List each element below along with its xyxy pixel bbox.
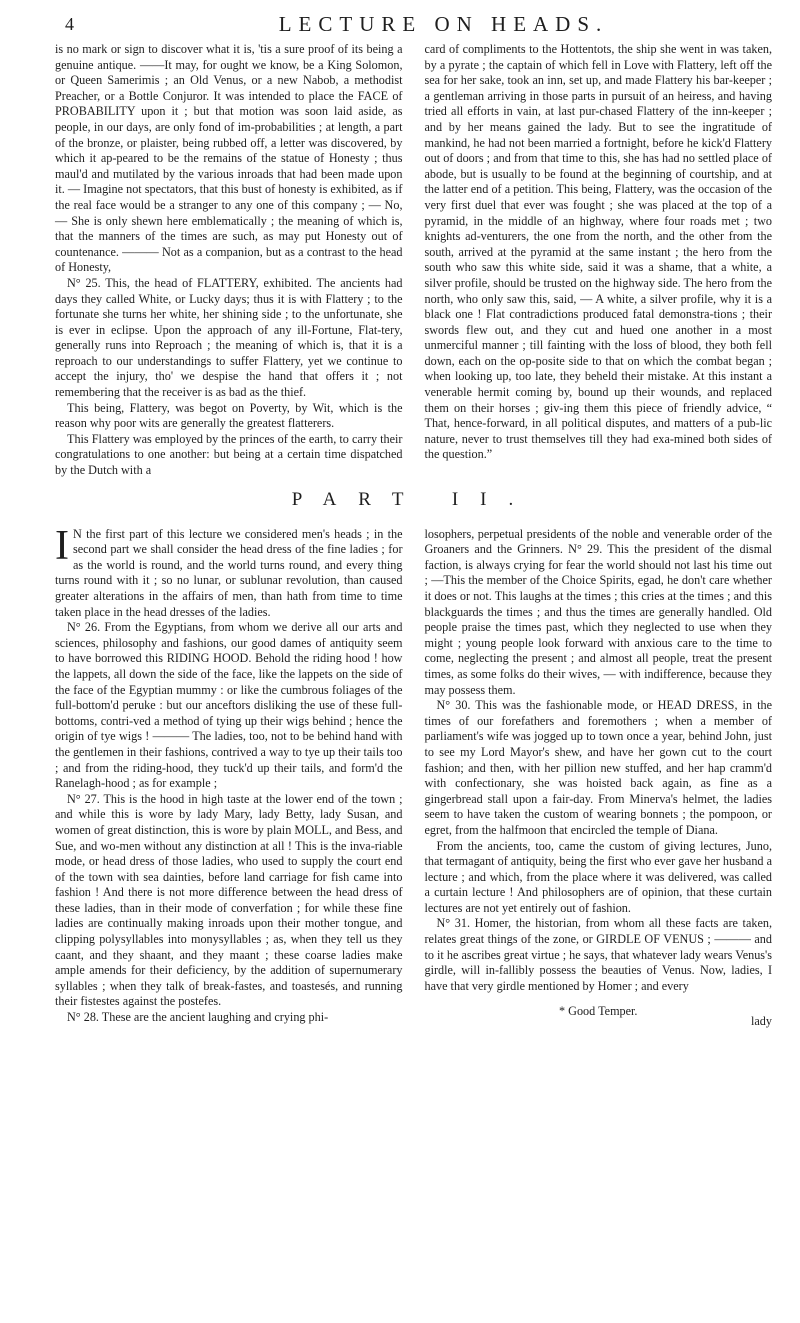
page-number: 4 bbox=[65, 14, 74, 34]
paragraph: N° 30. This was the fashionable mode, or HEAD DRESS, in the times of our forefathers and foremothers ; when a member of parliament's wife was jogged up to town once a year, behind John, just to see my Lord Mayor's shew, and have her gown cut to the court fashion; and then, with her pillion new stuffed, and her hap cramm'd with confectionary, she was hoisted back again, as fine as a gingerbread stall upon a fair-day. From Minerva's helmet, the ladies seem to have taken the custom of wearing bonnets ; the pompoon, or egret, from the halfmoon that encircled the temple of Diana. bbox=[424, 698, 772, 837]
opening-text: the first part of this lecture we considered men's heads ; in the second part we shall consider the head dress of the fine ladies ; for as the world is round, and the world turns round, and every thing turns round with it ; so no lunar, or sublunar revolution, than caused greater alterations in the affairs of men, than hath from time to time taken place in the head dresses of the ladies. bbox=[55, 526, 403, 619]
page-header bbox=[55, 12, 772, 42]
catchword: lady bbox=[751, 1014, 772, 1029]
top-right-column bbox=[425, 42, 773, 479]
paragraph: is no mark or sign to discover what it is, 'tis a sure proof of its being a genuine antique. ——It may, for ought we know, be a King Solomon, or Queen Samerimis ; an Old Venus, or a new Nabob, a methodist Preacher, or a Bottle Conjuror. It was intended to place the FACE of PROBABILITY upon it ; but that motion was soon laid aside, as people, in our days, are only fond of im-probabilities ; at length, a part of the bronze, or plaister, being rubbed off, a letter was discovered, by which it ap-peared to be the remains of the statue of Honesty ; thus maul'd and mutilated by the various inroads that had been made upon it. — Imagine not spectators, that this bust of honesty is exhibited, as if the real face would be a stranger to any one of this company ; — No, — She is only shewn here emblematically ; the meaning of which is, that the manners of the times are such, as may put Honesty out of countenance. ——— Not as a companion, but as a contrast to the head of Honesty, bbox=[55, 42, 403, 275]
paragraph: From the ancients, too, came the custom of giving lectures, Juno, that termagant of antiquity, being the first who ever gave her husband a lecture ; and which, from the place where it was delivered, was called a curtain lecture ! And philosophers are of opinion, that these curtain lectures are not yet entirely out of fashion. bbox=[424, 838, 772, 915]
drop-cap: I bbox=[55, 522, 69, 569]
paragraph: N° 25. This, the head of FLATTERY, exhibited. The ancients had days they called White, or Lucky days; thus it is with Flattery ; to the fortunate she turns her white, her shining side ; to the unfortunate, she is ever in eclipse. Upon the approach of any ill-Fortune, Flat-tery, generally runs into Reproach ; the meaning of which is, that it is a reproach to our understandings to suffer Flattery, yet we continue to accept the injury, tho' we despise the hand that offers it ; not remembering that the receiver is as bad as the thief. bbox=[55, 275, 403, 400]
paragraph: losophers, perpetual presidents of the noble and venerable order of the Groaners and the Grinners. N° 29. This the president of the dismal faction, is always crying for fear the world should not last his time out ; —This the member of the Choice Spirits, egad, he don't care whether it does or not. This laughs at the times ; this cries at the times ; and this blackguards the times ; and thus the times are generally handled. Old people praise the times past, which they neglected to use when they might ; young people look forward with anxious care to the time to come, neglecting the present ; and almost all people, treat the present times, as some folks do their wives, — with indifference, because they may possess them. bbox=[424, 526, 772, 697]
drop-cap-continuation: N bbox=[73, 526, 82, 541]
running-title: LECTURE ON HEADS. bbox=[278, 12, 609, 36]
paragraph: This Flattery was employed by the princes of the earth, to carry their congratulations to one another: but being at a certain time dispatched by the Dutch with a bbox=[55, 431, 403, 478]
footnote-block bbox=[425, 1004, 773, 1029]
part-heading: PART II. bbox=[291, 488, 536, 510]
top-left-column bbox=[55, 42, 403, 479]
part-left-column bbox=[55, 522, 403, 1026]
paragraph: This being, Flattery, was begot on Poverty, by Wit, which is the reason why poor wits are generally the greatest flatterers. bbox=[55, 400, 403, 431]
top-section bbox=[55, 42, 772, 479]
part-right-column bbox=[424, 526, 773, 1029]
part-two-section bbox=[55, 522, 772, 1029]
paragraph: N° 26. From the Egyptians, from whom we derive all our arts and sciences, philosophy and fashions, our good dames of antiquity seem to have borrowed this RIDING HOOD. Behold the riding hood ! how the lappets, all down the side of the face, like the lappets on the side of the face of the Egyptian mummy : or like the cumbrous foliages of the full-bottom'd peruke : but our anceftors disliking the use of these full-bottoms, contri-ved a method of tying up their wigs behind ; hence the origin of tye wigs ! ——— The ladies, too, not to be behind hand with the gentlemen in their fashions, contrived a way to tye up their tails too ; and from the riding-hood, they tuck'd up their tails, and form'd the Ranelagh-hood ; as for example ; bbox=[55, 620, 403, 791]
paragraph: N° 31. Homer, the historian, from whom all these facts are taken, relates great things of the zone, or GIRDLE OF VENUS ; ——— and to it he ascribes great virtue ; he says, that whatever lady wears Venus's girdle, will in-fallibly possess the beauties of Venus. Now, ladies, I have that very girdle mentioned by Homer ; and every bbox=[424, 916, 772, 993]
footnote: * Good Temper. bbox=[559, 1004, 638, 1019]
opening-paragraph bbox=[55, 522, 403, 621]
paragraph: N° 28. These are the ancient laughing and crying phi- bbox=[67, 1010, 329, 1025]
paragraph: card of compliments to the Hottentots, the ship she went in was taken, by a pyrate ; the captain of which fell in Love with Flattery, left off the sea for her sake, took an inn, set up, and made Flattery his bar-keeper ; a gentleman arriving in those parts in pursuit of an heiress, and having tried all efforts in vain, at last pur-chased Flattery of the inn-keeper ; and by her means gained the lady. But to see the ingratitude of mankind, he had not been married a fortnight, before he kick'd Flattery out of doors ; and from that time to this, she has had no settled place of abode, but is usually to be found at the beginning of courtship, and at the latter end of a petition. This being, Flattery, was the occasion of the very first duel that ever was fought ; she was placed at the top of a pyramid, in the middle of an highway, where four roads met ; two knights ad-venturers, the one from the north, and the other from the south, arrived at the pyramid at the same instant ; the hero from the south who saw this white side, said it was a shame, that a white, a silver profile, should be trusted on the highway side. The hero from the north, who only saw this, said, — A white, a silver profile, why it is a black one ! Flat contradictions produced fatal demonstra-tions ; their swords flew out, and they cut and hued one another in a most unmerciful manner ; till fainting with the loss of blood, they both fell down, each on the op-posite side to that on which the combat began ; when looking up, too late, they beheld their mistake. At this instant a venerable hermit coming by, bound up their wounds, and replaced them on their horses ; giv-ing them this piece of friendly advice, “ That, hence-forward, in all political disputes, and matters of a pub-lic nature, never to trust themselves till they had exa-mined both sides of the question.” bbox=[424, 42, 772, 462]
paragraph: N° 27. This is the hood in high taste at the lower end of the town ; and while this is wore by lady Mary, lady Betty, lady Susan, and women of great distinction, this is wore by plain MOLL, and Bess, and Sue, and wo-men without any distinction at all ! This is the inva-riable mode, or head dress of those ladies, who used to supply the court end of the town with sea dainties, before land carriage for fish came into fashion ! And there is not more difference between the head dress of these ladies, than in their mode of converfation ; for while these fine ladies are continually making inroads upon their mother tongue, and clipping polysyllables into monysyllables ; as, when they tell us they caant, and they shaant, and they maant ; these coarse ladies make ample amends for their deficiency, by the addition of supernumerary syllables ; when they talk of break-fastes, and toastesés, and running their fistestes against the postefes. bbox=[55, 791, 403, 1009]
